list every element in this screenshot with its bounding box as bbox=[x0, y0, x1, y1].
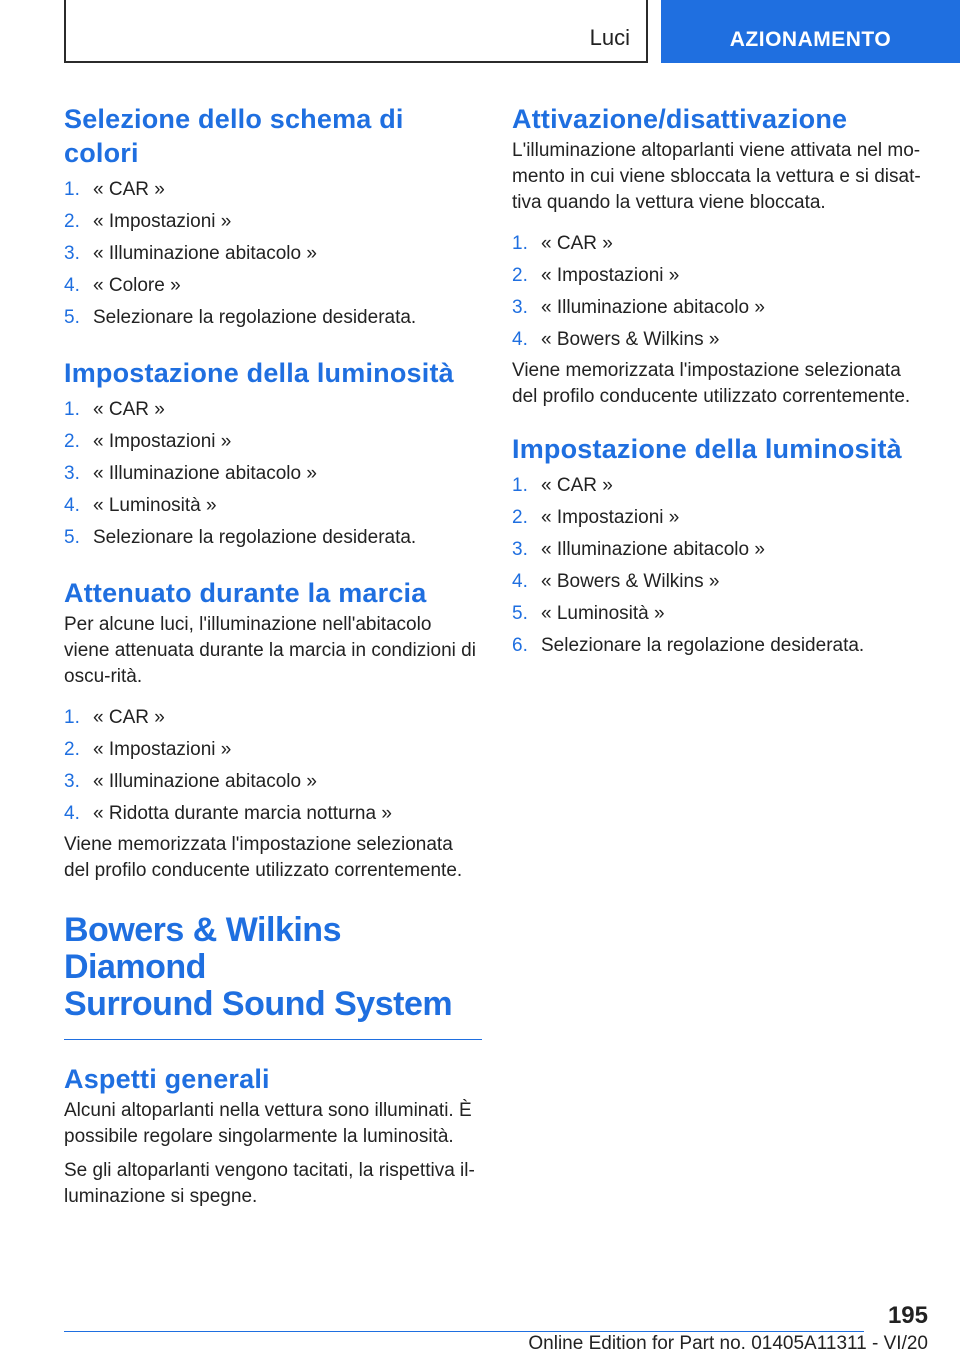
step-text: « CAR » bbox=[93, 707, 165, 728]
step-text: « CAR » bbox=[541, 233, 613, 254]
step-text: « Impostazioni » bbox=[93, 211, 232, 232]
heading-dimmed-driving: Attenuato durante la marcia bbox=[64, 578, 427, 608]
list-item bbox=[512, 566, 930, 598]
step-text: « Impostazioni » bbox=[541, 265, 680, 286]
step-text: Selezionare la regolazione desiderata. bbox=[93, 527, 417, 548]
header-chapter-tab[interactable] bbox=[661, 0, 960, 63]
step-number: 4. bbox=[64, 803, 80, 824]
step-number: 6. bbox=[512, 635, 528, 656]
step-number: 2. bbox=[512, 265, 528, 286]
step-number: 1. bbox=[64, 707, 80, 728]
right-column bbox=[512, 102, 930, 662]
step-text: Selezionare la regolazione desiderata. bbox=[541, 635, 865, 656]
step-text: « Colore » bbox=[93, 275, 181, 296]
list-item bbox=[64, 798, 482, 830]
paragraph-activation-intro: L'illuminazione altoparlanti viene attivata nel mo-mento in cui viene sbloccata la vettura e si disat-tiva quando la vettura viene bloccata. bbox=[512, 140, 921, 213]
step-number: 1. bbox=[512, 475, 528, 496]
heading-activation: Attivazione/disattivazione bbox=[512, 104, 848, 134]
steps-brightness bbox=[64, 394, 482, 554]
list-item bbox=[64, 702, 482, 734]
list-item bbox=[64, 522, 482, 554]
list-item bbox=[512, 598, 930, 630]
list-item bbox=[512, 502, 930, 534]
step-text: « Illuminazione abitacolo » bbox=[541, 297, 765, 318]
step-text: « Luminosità » bbox=[541, 603, 665, 624]
list-item bbox=[64, 490, 482, 522]
step-text: « Bowers & Wilkins » bbox=[541, 571, 720, 592]
step-text: « Bowers & Wilkins » bbox=[541, 329, 720, 350]
steps-activation bbox=[512, 228, 930, 356]
list-item bbox=[64, 426, 482, 458]
step-text: « Luminosità » bbox=[93, 495, 217, 516]
left-column bbox=[64, 102, 482, 1210]
list-item bbox=[64, 734, 482, 766]
list-item bbox=[64, 458, 482, 490]
step-number: 1. bbox=[512, 233, 528, 254]
list-item bbox=[64, 206, 482, 238]
header-chapter-label: AZIONAMENTO bbox=[729, 28, 892, 51]
step-text: « Illuminazione abitacolo » bbox=[541, 539, 765, 560]
list-item bbox=[64, 394, 482, 426]
step-text: « Ridotta durante marcia notturna » bbox=[93, 803, 392, 824]
step-number: 3. bbox=[512, 297, 528, 318]
list-item bbox=[512, 228, 930, 260]
step-text: « Illuminazione abitacolo » bbox=[93, 243, 317, 264]
steps-dimmed bbox=[64, 702, 482, 830]
chapter-heading-block bbox=[64, 912, 482, 1040]
header-section-label: Luci bbox=[589, 25, 630, 50]
heading-speaker-brightness: Impostazione della luminosità bbox=[512, 434, 902, 464]
step-number: 4. bbox=[512, 571, 528, 592]
step-number: 3. bbox=[512, 539, 528, 560]
list-item bbox=[64, 238, 482, 270]
list-item bbox=[512, 534, 930, 566]
steps-color-scheme bbox=[64, 174, 482, 334]
list-item bbox=[512, 324, 930, 356]
step-number: 4. bbox=[512, 329, 528, 350]
step-number: 5. bbox=[512, 603, 528, 624]
step-text: « Illuminazione abitacolo » bbox=[93, 463, 317, 484]
paragraph-general-1: Alcuni altoparlanti nella vettura sono illuminati. È possibile regolare singolarmente la luminosità. bbox=[64, 1100, 472, 1147]
step-number: 5. bbox=[64, 527, 80, 548]
paragraph-dimmed-intro: Per alcune luci, l'illuminazione nell'abitacolo viene attenuata durante la marcia in condizioni di oscu-rità. bbox=[64, 614, 476, 687]
list-item bbox=[64, 766, 482, 798]
step-text: « Impostazioni » bbox=[541, 507, 680, 528]
chapter-title-line-1: Bowers & Wilkins Diamond bbox=[64, 911, 341, 986]
step-text: Selezionare la regolazione desiderata. bbox=[93, 307, 417, 328]
step-number: 5. bbox=[64, 307, 80, 328]
step-number: 2. bbox=[64, 431, 80, 452]
paragraph-activation-note: Viene memorizzata l'impostazione selezionata del profilo conducente utilizzato correntemente. bbox=[512, 360, 911, 407]
step-text: « Impostazioni » bbox=[93, 739, 232, 760]
step-number: 4. bbox=[64, 275, 80, 296]
footer-edition: Online Edition for Part no. 01405A11311 - VI/20 bbox=[528, 1333, 928, 1354]
header-section-box bbox=[64, 0, 648, 63]
list-item bbox=[64, 270, 482, 302]
heading-general: Aspetti generali bbox=[64, 1064, 270, 1094]
step-number: 3. bbox=[64, 771, 80, 792]
heading-brightness: Impostazione della luminosità bbox=[64, 358, 454, 388]
paragraph-dimmed-note: Viene memorizzata l'impostazione selezionata del profilo conducente utilizzato correntemente. bbox=[64, 834, 463, 881]
step-number: 1. bbox=[64, 399, 80, 420]
step-number: 3. bbox=[64, 243, 80, 264]
list-item bbox=[64, 174, 482, 206]
step-number: 2. bbox=[512, 507, 528, 528]
list-item bbox=[64, 302, 482, 334]
list-item bbox=[512, 470, 930, 502]
step-number: 1. bbox=[64, 179, 80, 200]
chapter-title-line-2: Surround Sound System bbox=[64, 985, 453, 1023]
paragraph-general-2: Se gli altoparlanti vengono tacitati, la rispettiva il-luminazione si spegne. bbox=[64, 1160, 475, 1207]
list-item bbox=[512, 630, 930, 662]
step-number: 2. bbox=[64, 739, 80, 760]
steps-speaker-brightness bbox=[512, 470, 930, 662]
step-text: « CAR » bbox=[93, 399, 165, 420]
step-text: « Impostazioni » bbox=[93, 431, 232, 452]
step-number: 2. bbox=[64, 211, 80, 232]
heading-color-scheme: Selezione dello schema di colori bbox=[64, 104, 404, 168]
step-number: 3. bbox=[64, 463, 80, 484]
footer-divider bbox=[64, 1331, 864, 1332]
step-text: « CAR » bbox=[541, 475, 613, 496]
page-number: 195 bbox=[887, 1302, 928, 1329]
list-item bbox=[512, 292, 930, 324]
list-item bbox=[512, 260, 930, 292]
step-text: « Illuminazione abitacolo » bbox=[93, 771, 317, 792]
step-text: « CAR » bbox=[93, 179, 165, 200]
step-number: 4. bbox=[64, 495, 80, 516]
